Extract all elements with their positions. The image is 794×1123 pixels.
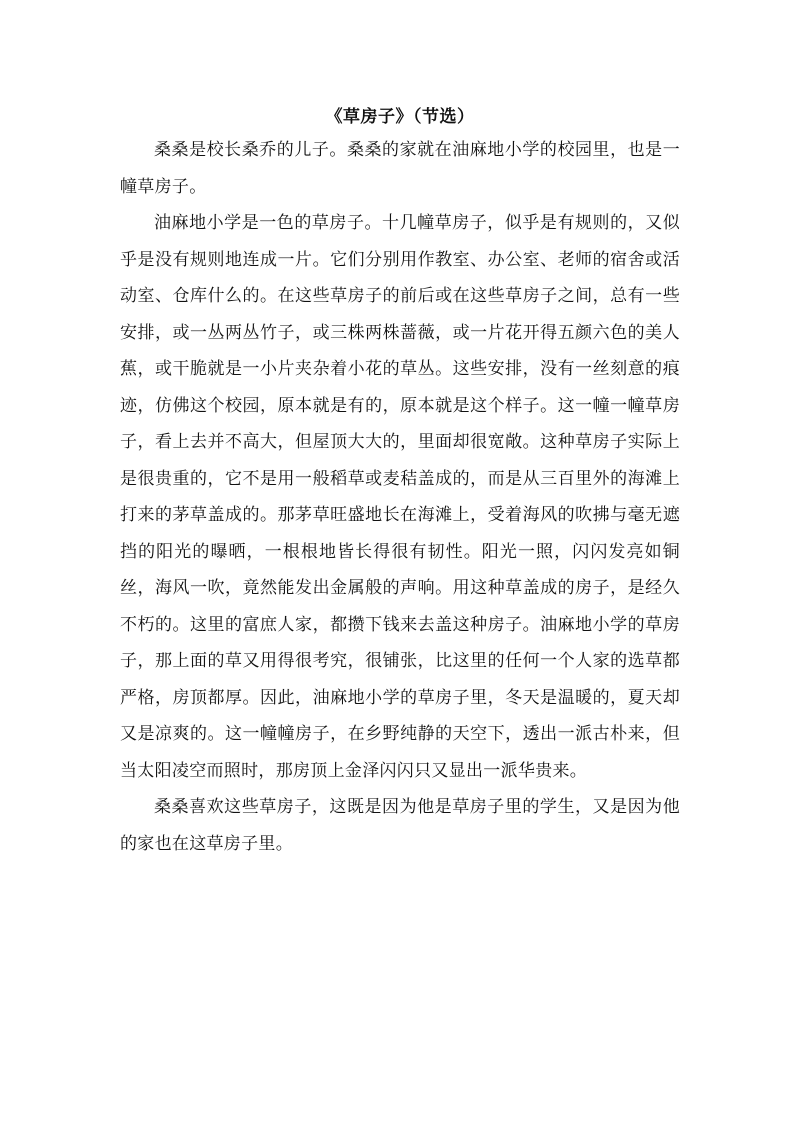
paragraph: 桑桑喜欢这些草房子，这既是因为他是草房子里的学生，又是因为他的家也在这草房子里。 [120,797,680,854]
document-title: 《草房子》（节选） [325,107,475,127]
paragraph: 桑桑是校长桑乔的儿子。桑桑的家就在油麻地小学的校园里，也是一幢草房子。 [120,140,680,197]
paragraph: 油麻地小学是一色的草房子。十几幢草房子，似乎是有规则的，又似乎是没有规则地连成一片。它们分别用作教室、办公室、老师的宿舍或活动室、仓库什么的。在这些草房子的前后或在这些草房子之间，总有一些安排，或一丛两丛竹子，或三株两株蔷薇，或一片花开得五颜六色的美人蕉，或干脆就是一小片夹杂着小花的草丛。这些安排，没有一丝刻意的痕迹，仿佛这个校园，原本就是有的，原本就是这个样子。这一幢一幢草房子，看上去并不高大，但屋顶大大的，里面却很宽敞。这种草房子实际上是很贵重的，它不是用一般稻草或麦秸盖成的，而是从三百里外的海滩上打来的茅草盖成的。那茅草旺盛地长在海滩上，受着海风的吹拂与毫无遮挡的阳光的曝晒，一根根地皆长得很有韧性。阳光一照，闪闪发亮如铜丝，海风一吹，竟然能发出金属般的声响。用这种草盖成的房子，是经久不朽的。这里的富庶人家，都攒下钱来去盖这种房子。油麻地小学的草房子，那上面的草又用得很考究，很铺张，比这里的任何一个人家的选草都严格，房顶都厚。因此，油麻地小学的草房子里，冬天是温暖的，夏天却又是凉爽的。这一幢幢房子，在乡野纯静的天空下，透出一派古朴来，但当太阳凌空而照时，那房顶上金泽闪闪只又显出一派华贵来。 [120,213,680,781]
document-body [120,102,680,862]
